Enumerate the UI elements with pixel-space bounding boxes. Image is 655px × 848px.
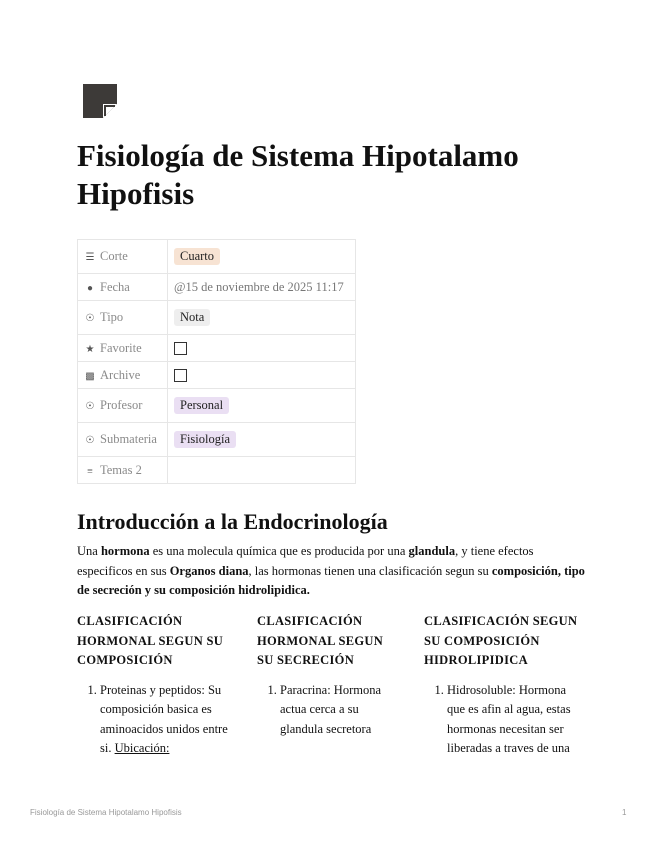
archive-checkbox[interactable] bbox=[174, 369, 187, 382]
list-item: 1. Hidrosoluble: Hormona que es afin al agua, estas hormonas necesitan ser liberadas a traves de una bbox=[447, 681, 584, 759]
select-icon: ☉ bbox=[85, 435, 95, 446]
column-heading: CLASIFICACIÓN HORMONAL SEGUN SU COMPOSICIÓN bbox=[77, 614, 224, 667]
star-icon: ★ bbox=[85, 343, 95, 355]
column-heading: CLASIFICACIÓN HORMONAL SEGUN SU SECRECIÓN bbox=[257, 614, 384, 667]
temas2-value[interactable] bbox=[168, 457, 356, 484]
page-number: 1 bbox=[622, 808, 627, 817]
property-row-temas2 bbox=[78, 457, 356, 484]
list-item bbox=[100, 681, 237, 759]
profesor-tag[interactable]: Personal bbox=[174, 397, 229, 414]
property-row-tipo bbox=[78, 301, 356, 335]
intro-paragraph bbox=[77, 542, 587, 601]
column-list bbox=[424, 681, 584, 759]
list-item: 1. Paracrina: Hormona actua cerca a su glandula secretora bbox=[280, 681, 402, 740]
column-hidrolipidica bbox=[424, 612, 584, 759]
intro-bold: hormona bbox=[100, 544, 150, 558]
properties-table bbox=[77, 239, 356, 484]
archive-icon: ▩ bbox=[85, 370, 95, 382]
list-item-text: Proteinas y peptidos: Su composición basica es aminoacidos unidos entre si. bbox=[100, 682, 228, 755]
corte-tag[interactable]: Cuarto bbox=[174, 248, 220, 265]
submateria-tag[interactable]: Fisiología bbox=[174, 431, 236, 448]
property-name: Favorite bbox=[100, 340, 142, 355]
clock-icon: ● bbox=[86, 282, 94, 294]
column-list bbox=[257, 681, 402, 740]
property-name: Profesor bbox=[100, 398, 143, 412]
property-name: Fecha bbox=[100, 279, 130, 294]
list-icon: ≡ bbox=[87, 465, 93, 477]
layers-icon: ☰ bbox=[85, 252, 95, 263]
intro-bold: Organos diana bbox=[169, 563, 249, 578]
property-name: Submateria bbox=[100, 432, 157, 446]
intro-bold: glandula bbox=[408, 544, 456, 558]
favorite-checkbox[interactable] bbox=[174, 342, 187, 355]
note-icon bbox=[83, 84, 117, 118]
column-heading: CLASIFICACIÓN SEGUN SU COMPOSICIÓN HIDROLIPIDICA bbox=[424, 614, 578, 667]
tipo-tag[interactable]: Nota bbox=[174, 309, 210, 326]
property-name: Tipo bbox=[100, 310, 124, 324]
property-name: Corte bbox=[100, 249, 128, 263]
fecha-value[interactable]: @15 de noviembre de 2025 11:17 bbox=[174, 279, 344, 294]
column-composicion bbox=[77, 612, 237, 759]
intro-bold: composición, tipo de secreción y su composición hidrolipidica. bbox=[77, 563, 585, 597]
footer-title: Fisiología de Sistema Hipotalamo Hipofisis bbox=[30, 808, 182, 817]
property-row-submateria bbox=[78, 423, 356, 457]
property-name: Temas 2 bbox=[100, 462, 142, 477]
property-row-archive bbox=[78, 362, 356, 389]
page-title: Fisiología de Sistema Hipotalamo Hipofisis bbox=[77, 138, 519, 211]
ubicacion-link[interactable]: Ubicación: bbox=[114, 741, 170, 755]
property-row-profesor bbox=[78, 389, 356, 423]
column-list bbox=[77, 681, 237, 759]
column-secrecion bbox=[257, 612, 402, 739]
select-icon: ☉ bbox=[85, 313, 95, 324]
select-icon: ☉ bbox=[85, 401, 95, 412]
property-row-fecha bbox=[78, 274, 356, 301]
property-row-corte bbox=[78, 240, 356, 274]
property-row-favorite bbox=[78, 335, 356, 362]
intro-text: , y tiene efectos especificos en sus bbox=[77, 544, 534, 578]
intro-text: Una bbox=[77, 544, 101, 558]
section-heading: Introducción a la Endocrinología bbox=[77, 509, 388, 534]
property-name: Archive bbox=[100, 367, 141, 382]
intro-text: , las hormonas tienen una clasificación segun su bbox=[248, 563, 492, 578]
intro-text: es una molecula química que es producida por una bbox=[149, 544, 409, 558]
